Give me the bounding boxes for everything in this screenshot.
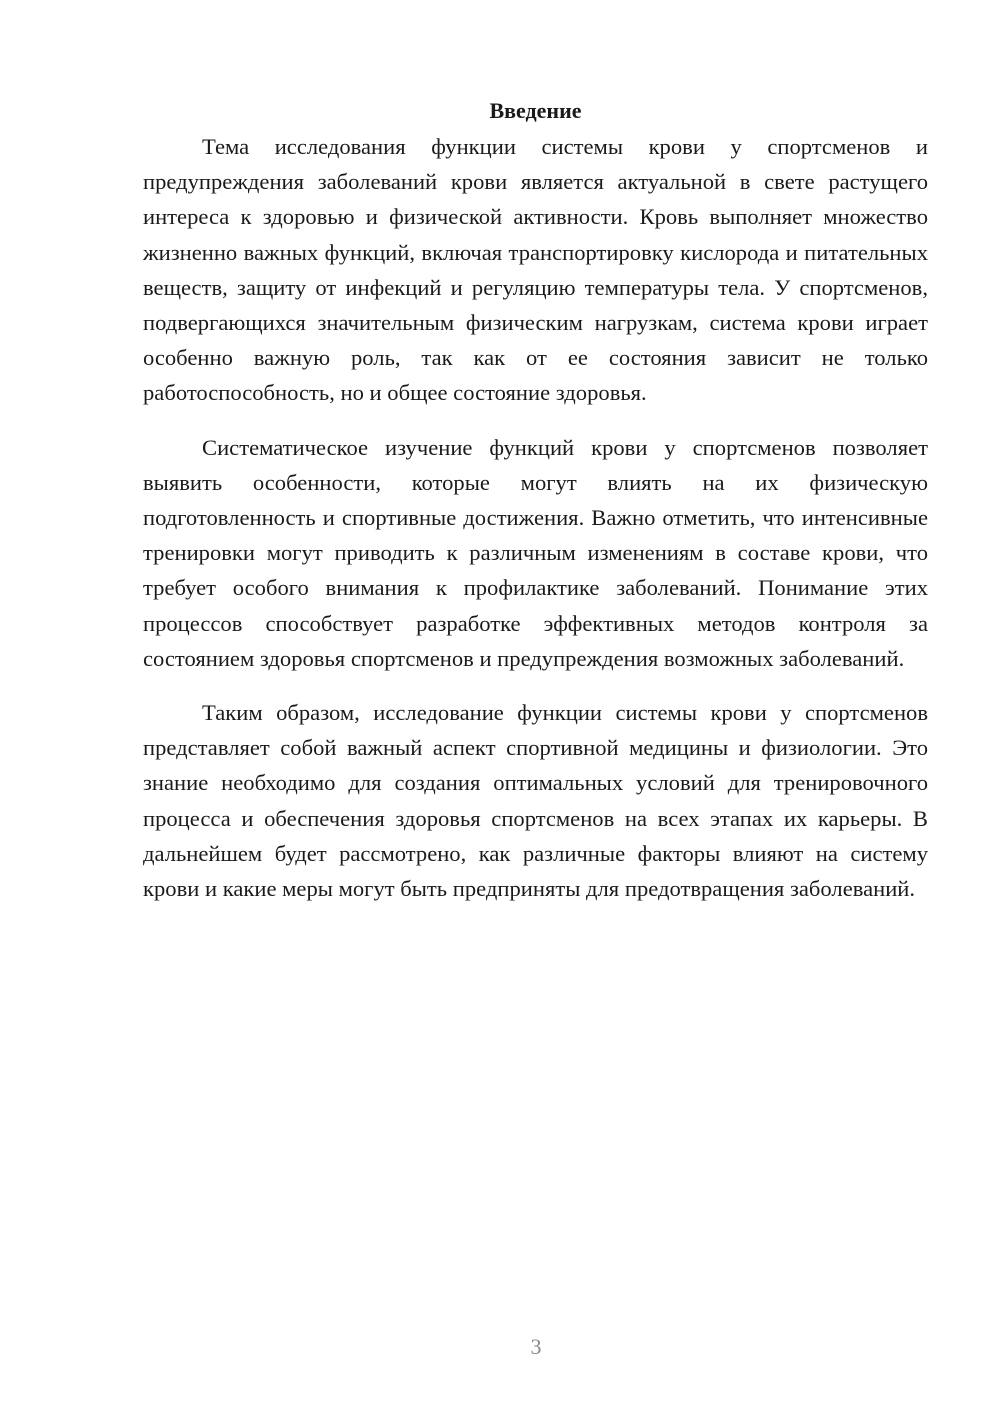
page-content — [143, 96, 928, 925]
paragraph-1: Тема исследования функции системы крови у спортсменов и предупреждения заболеваний крови является актуальной в свете растущего интереса к здоровью и физической активности. Кровь выполняет множество жизненно важных функций, включая транспортировку кислорода и питательных веществ, защиту от инфекций и регуляцию температуры тела. У спортсменов, подвергающихся значительным физическим нагрузкам, система крови играет особенно важную роль, так как от ее состояния зависит не только работоспособность, но и общее состояние здоровья. — [143, 134, 928, 406]
paragraph-3: Таким образом, исследование функции системы крови у спортсменов представляет собой важный аспект спортивной медицины и физиологии. Это знание необходимо для создания оптимальных условий для тренировочного процесса и обеспечения здоровья спортсменов на всех этапах их карьеры. В дальнейшем будет рассмотрено, как различные факторы влияют на систему крови и какие меры могут быть предприняты для предотвращения заболеваний. — [143, 700, 928, 902]
paragraph-2: Систематическое изучение функций крови у спортсменов позволяет выявить особенности, которые могут влиять на их физическую подготовленность и спортивные достижения. Важно отметить, что интенсивные тренировки могут приводить к различным изменениям в составе крови, что требует особого внимания к профилактике заболеваний. Понимание этих процессов способствует разработке эффективных методов контроля за состоянием здоровья спортсменов и предупреждения возможных заболеваний. — [143, 434, 928, 671]
section-title: Введение — [489, 98, 582, 123]
page-number: 3 — [530, 1334, 542, 1359]
